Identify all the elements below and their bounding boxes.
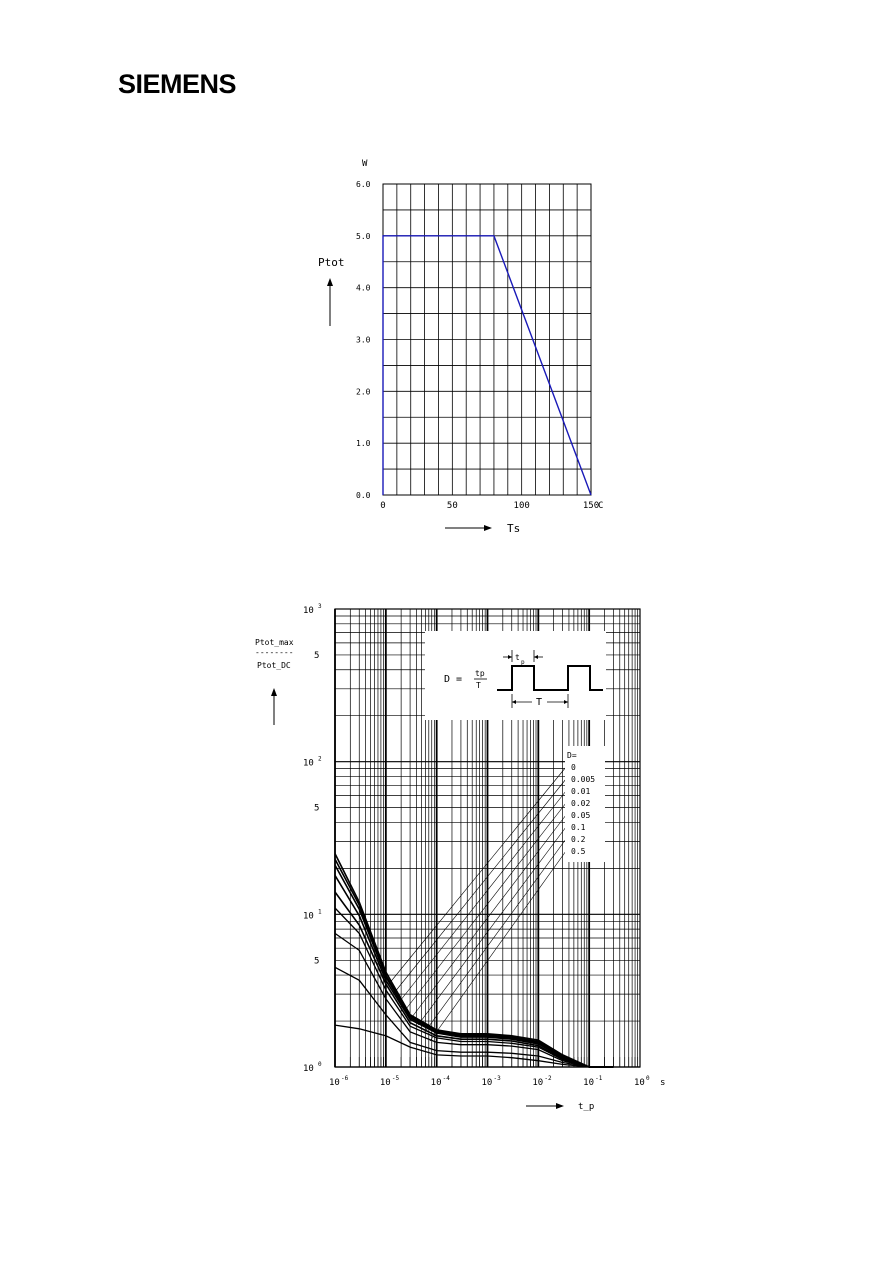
legend-item-label: 0.2 (571, 835, 586, 844)
chart2-x-tick-base: 10 (634, 1078, 645, 1088)
chart1-y-tick-label: 6.0 (356, 180, 371, 189)
inset-formula-lhs: D = (444, 674, 463, 685)
inset-tp-label: t (515, 653, 520, 662)
chart1-grid (383, 184, 591, 495)
legend-item-label: 0.01 (571, 787, 591, 796)
chart2-y-axis-label (255, 638, 294, 670)
chart2-x-tick-exponent: -3 (493, 1075, 501, 1082)
chart2-y-minor-label: 5 (314, 650, 320, 661)
chart2-legend-leader (394, 779, 566, 993)
chart2-x-tick-base: 10 (379, 1078, 391, 1088)
chart2-x-tick-exponent: -2 (544, 1075, 552, 1082)
chart2-y-tick-base: 10 (303, 1064, 314, 1074)
chart1-y-tick-label: 1.0 (356, 439, 371, 449)
chart1-x-unit: C (598, 501, 604, 511)
chart2-x-tick-exponent: -5 (391, 1075, 400, 1082)
chart2-y-tick-base: 10 (303, 911, 314, 922)
chart2-legend-leader (388, 767, 566, 985)
chart2-x-tick-base: 10 (430, 1078, 442, 1088)
chart2-x-unit: s (660, 1078, 666, 1088)
legend-item-label: 0.5 (571, 847, 586, 856)
chart2-y-minor-label: 5 (314, 956, 320, 967)
chart2-y-minor-label: 5 (314, 803, 320, 814)
legend-item-label: 0.005 (571, 775, 596, 784)
chart1-x-tick-label: 0 (380, 501, 386, 511)
chart1-x-tick-labels (380, 501, 599, 511)
chart1-y-tick-label: 0.0 (356, 491, 371, 500)
chart1-y-tick-label: 4.0 (356, 283, 371, 293)
chart2-y-tick-exponent: 2 (318, 755, 322, 763)
chart2-ylabel-numerator: Ptot_max (255, 638, 294, 647)
chart2-x-tick-labels (329, 1075, 650, 1088)
chart2-x-axis-label: t_p (578, 1102, 595, 1112)
power-derating-chart (318, 159, 603, 535)
chart1-x-tick-label: 100 (513, 501, 530, 511)
chart1-y-axis-label: Ptot (318, 256, 345, 269)
inset-tp-subscript: p (521, 659, 525, 666)
inset-period-label: T (536, 697, 543, 708)
legend-item-label: 0.1 (571, 823, 586, 832)
chart2-ylabel-denominator: Ptot_DC (257, 661, 291, 670)
chart2-x-tick-base: 10 (583, 1078, 595, 1088)
chart2-x-tick-exponent: -4 (442, 1075, 450, 1082)
chart1-y-tick-labels (356, 180, 371, 500)
legend-item-label: 0.02 (571, 799, 591, 808)
chart2-legend-leader (430, 851, 566, 1041)
chart2-y-tick-exponent: 0 (318, 1061, 322, 1068)
chart2-y-tick-exponent: 3 (318, 603, 322, 610)
chart1-x-tick-label: 150 (582, 501, 600, 511)
chart2-series-curve (335, 908, 613, 1067)
chart1-x-axis-arrow (445, 525, 492, 531)
chart2-y-tick-labels (303, 603, 322, 1074)
chart2-y-tick-exponent: 1 (318, 908, 322, 916)
siemens-logo: SIEMENS (118, 69, 237, 99)
chart1-x-tick-label: 50 (446, 501, 458, 511)
chart1-y-tick-label: 3.0 (356, 335, 371, 345)
chart2-ylabel-rule: -------- (255, 648, 294, 657)
chart2-legend (565, 746, 605, 862)
chart2-y-tick-base: 10 (303, 758, 314, 769)
chart2-legend-leader (412, 815, 566, 1017)
chart2-x-axis-arrow (526, 1103, 564, 1109)
chart2-y-tick-base: 10 (303, 606, 314, 616)
chart1-y-tick-label: 5.0 (356, 231, 371, 241)
inset-formula-numerator: tp (475, 669, 485, 678)
chart1-y-axis-arrow (327, 278, 333, 326)
inset-formula-denominator: T (476, 681, 481, 690)
chart2-x-tick-exponent: -1 (595, 1075, 603, 1082)
chart2-legend-leader (418, 827, 566, 1025)
chart1-x-axis-label: Ts (507, 522, 521, 535)
chart2-x-tick-base: 10 (532, 1078, 544, 1088)
chart2-x-tick-base: 10 (481, 1078, 493, 1088)
chart2-x-tick-exponent: -6 (341, 1075, 349, 1082)
chart1-y-tick-label: 2.0 (356, 387, 371, 397)
chart2-legend-leader (406, 803, 566, 1009)
pulse-power-chart (255, 603, 665, 1112)
chart2-x-tick-base: 10 (329, 1078, 340, 1088)
chart2-y-axis-arrow (271, 688, 277, 725)
chart2-x-tick-exponent: 0 (646, 1075, 650, 1082)
chart1-y-unit: W (362, 159, 368, 169)
legend-item-label: 0.05 (571, 811, 591, 820)
legend-title: D= (567, 751, 577, 760)
legend-item-label: 0 (571, 763, 576, 772)
duty-cycle-inset (425, 631, 606, 720)
